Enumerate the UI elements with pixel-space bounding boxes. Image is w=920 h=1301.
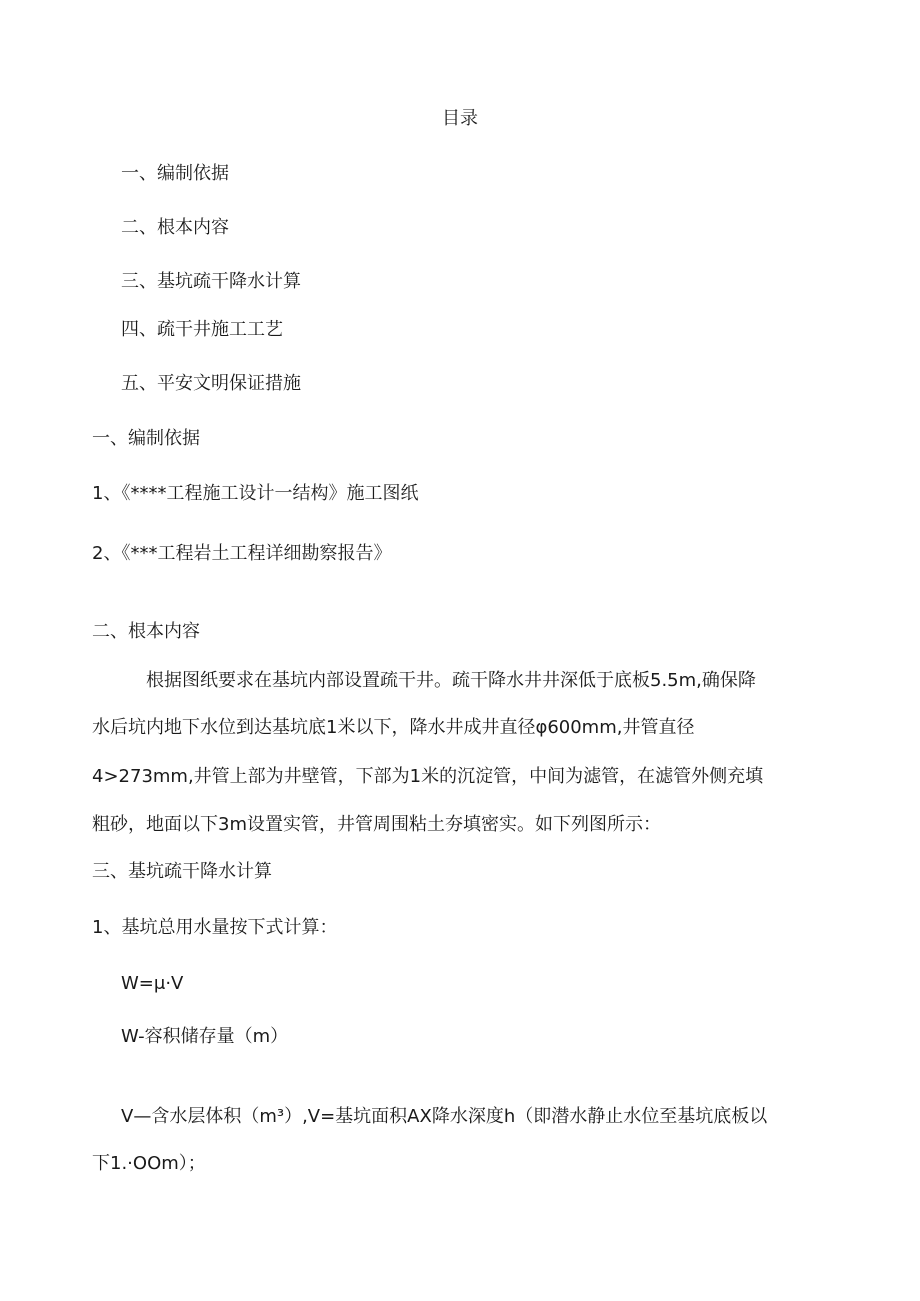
section3-item-1: 1、基坑总用水量按下式计算： — [92, 917, 338, 938]
section2-paragraph-line-1: 根据图纸要求在基坑内部设置疏干井。疏干降水井井深低于底板5.5m,确保降 — [146, 670, 756, 691]
toc-item-5: 五、平安文明保证措施 — [121, 373, 301, 394]
toc-item-2: 二、根本内容 — [121, 217, 229, 238]
section2-paragraph-line-3: 4>273mm,井管上部为井壁管，下部为1米的沉淀管，中间为滤管，在滤管外侧充填 — [92, 766, 764, 787]
definition-v-line-2: 下1.·OOm）； — [92, 1153, 206, 1174]
formula: W=μ·V — [121, 973, 184, 994]
document-title: 目录 — [442, 108, 478, 129]
section1-item-2: 2、《***工程岩土工程详细勘察报告》 — [92, 543, 392, 564]
toc-item-3: 三、基坑疏干降水计算 — [121, 271, 301, 292]
toc-item-4: 四、疏干井施工工艺 — [121, 319, 283, 340]
section3-heading: 三、基坑疏干降水计算 — [92, 861, 272, 882]
definition-v-line-1: V—含水层体积（m³）,V=基坑面积AX降水深度h（即潜水静止水位至基坑底板以 — [121, 1106, 768, 1127]
section2-paragraph-line-4: 粗砂，地面以下3m设置实管，井管周围粘土夯填密实。如下列图所示： — [92, 814, 661, 835]
section2-paragraph-line-2: 水后坑内地下水位到达基坑底1米以下，降水井成井直径φ600mm,井管直径 — [92, 717, 695, 738]
definition-w: W-容积储存量（m） — [121, 1026, 289, 1047]
section1-item-1: 1、《****工程施工设计一结构》施工图纸 — [92, 483, 419, 504]
toc-item-1: 一、编制依据 — [121, 163, 229, 184]
section1-heading: 一、编制依据 — [92, 428, 200, 449]
section2-heading: 二、根本内容 — [92, 621, 200, 642]
